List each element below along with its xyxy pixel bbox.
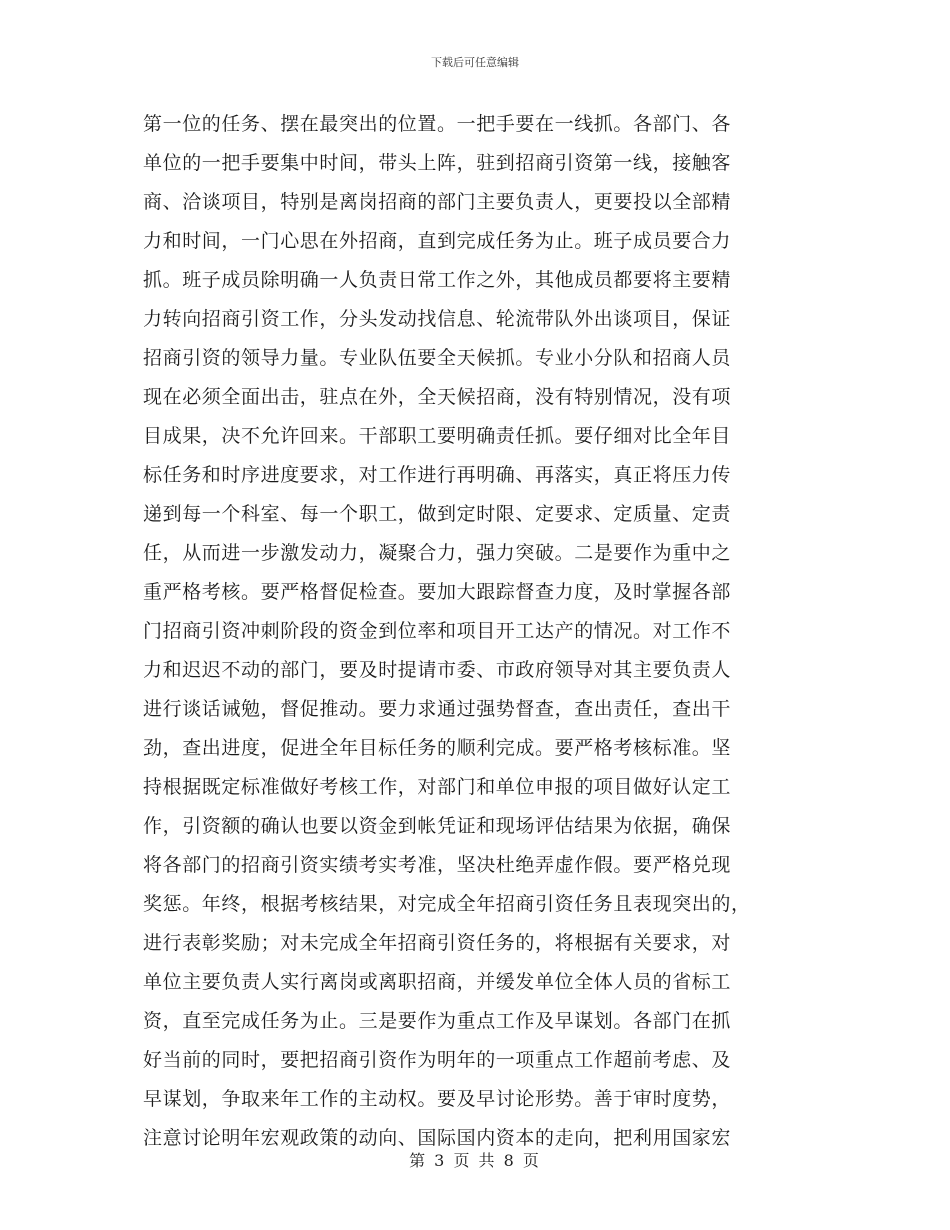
body-line: 招商引资的领导力量。专业队伍要全天候抓。专业小分队和招商人员 [143,347,732,369]
body-line: 早谋划，争取来年工作的主动权。要及早讨论形势。善于审时度势， [143,1088,732,1110]
body-line: 好当前的同时，要把招商引资作为明年的一项重点工作超前考虑、及 [143,1049,732,1071]
body-line: 第一位的任务、摆在最突出的位置。一把手要在一线抓。各部门、各 [143,113,732,135]
body-line: 力转向招商引资工作，分头发动找信息、轮流带队外出谈项目，保证 [143,308,732,330]
body-line: 门招商引资冲刺阶段的资金到位率和项目开工达产的情况。对工作不 [143,620,732,642]
body-line: 重严格考核。要严格督促检查。要加大跟踪督查力度，及时掌握各部 [143,581,732,603]
body-line: 标任务和时序进度要求，对工作进行再明确、再落实，真正将压力传 [143,464,732,486]
body-line: 资，直至完成任务为止。三是要作为重点工作及早谋划。各部门在抓 [143,1010,732,1032]
body-line: 现在必须全面出击，驻点在外，全天候招商，没有特别情况，没有项 [143,386,732,408]
body-line: 单位主要负责人实行离岗或离职招商，并缓发单位全体人员的省标工 [143,971,732,993]
body-line: 进行谈话诫勉，督促推动。要力求通过强势督查，查出责任，查出干 [143,698,732,720]
body-line: 商、洽谈项目，特别是离岗招商的部门主要负责人，更要投以全部精 [143,191,732,213]
body-line: 持根据既定标准做好考核工作，对部门和单位申报的项目做好认定工 [143,776,732,798]
body-line: 注意讨论明年宏观政策的动向、国际国内资本的走向，把利用国家宏 [143,1127,732,1149]
body-line: 单位的一把手要集中时间，带头上阵，驻到招商引资第一线，接触客 [143,152,732,174]
body-line: 作，引资额的确认也要以资金到帐凭证和现场评估结果为依据，确保 [143,815,732,837]
body-line: 力和迟迟不动的部门，要及时提请市委、市政府领导对其主要负责人 [143,659,732,681]
body-line: 奖惩。年终，根据考核结果，对完成全年招商引资任务且表现突出的， [143,893,751,915]
body-line: 目成果，决不允许回来。干部职工要明确责任抓。要仔细对比全年目 [143,425,732,447]
body-line: 劲，查出进度，促进全年目标任务的顺利完成。要严格考核标准。坚 [143,737,732,759]
body-line: 抓。班子成员除明确一人负责日常工作之外，其他成员都要将主要精 [143,269,732,291]
page-number: 第 3 页 共 8 页 [409,1151,541,1170]
body-line: 进行表彰奖励；对未完成全年招商引资任务的，将根据有关要求，对 [143,932,732,954]
page-header: 下载后可任意编辑 [431,56,519,69]
body-line: 任，从而进一步激发动力，凝聚合力，强力突破。二是要作为重中之 [143,542,732,564]
body-line: 递到每一个科室、每一个职工，做到定时限、定要求、定质量、定责 [143,503,732,525]
document-body [143,105,808,1158]
body-line: 力和时间，一门心思在外招商，直到完成任务为止。班子成员要合力 [143,230,732,252]
body-line: 将各部门的招商引资实绩考实考准，坚决杜绝弄虚作假。要严格兑现 [143,854,732,876]
